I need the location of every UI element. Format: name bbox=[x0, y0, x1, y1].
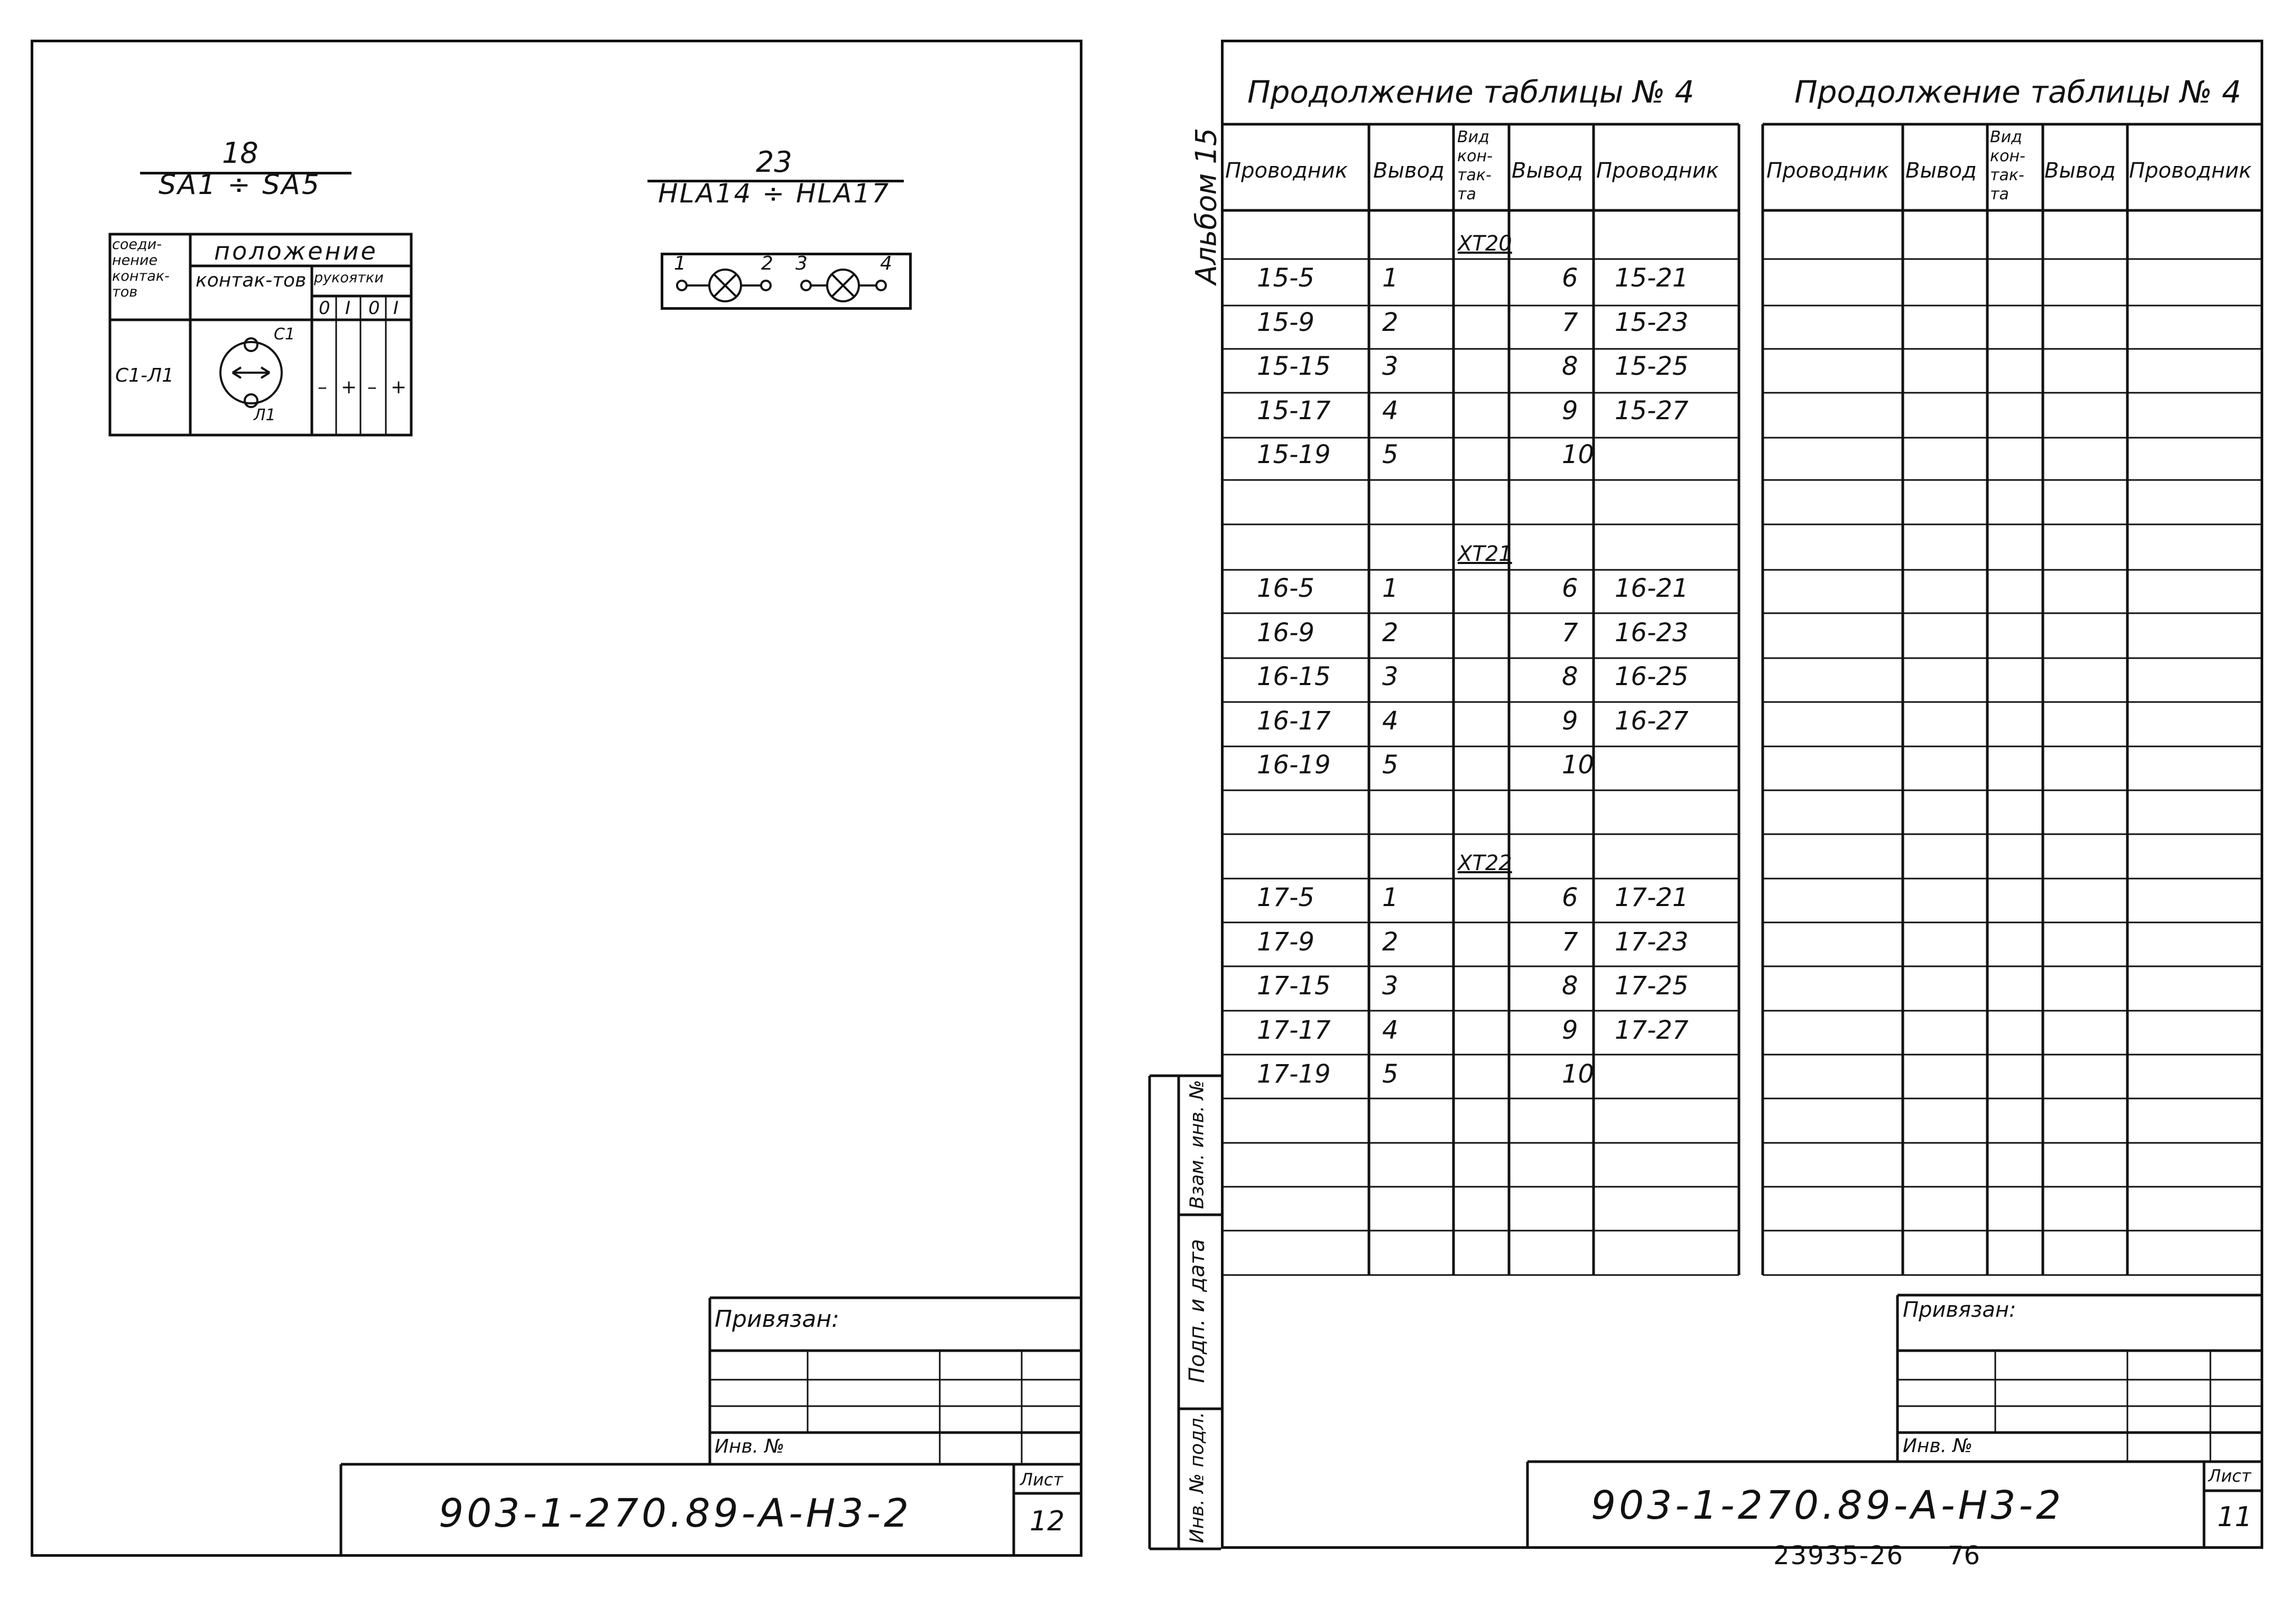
switch-state-2: + bbox=[341, 376, 357, 398]
output2-cell: 8 bbox=[1562, 352, 1578, 381]
conductor-cell: 16-9 bbox=[1257, 617, 1314, 648]
conductor-cell: 15-17 bbox=[1257, 395, 1331, 426]
output2-cell: 7 bbox=[1562, 927, 1578, 957]
hdr-right-output: Вывод bbox=[1905, 159, 1977, 183]
switch-handle-pos-3: 0 bbox=[368, 298, 380, 319]
conductor-cell: 17-5 bbox=[1257, 883, 1314, 912]
conductor-cell: 15-19 bbox=[1257, 440, 1331, 469]
archive-number: 23935-26 bbox=[1773, 1541, 1904, 1571]
switch-position-header: положение bbox=[214, 237, 378, 265]
lamp-terminal-3: 3 bbox=[795, 253, 808, 274]
conductor-cell: 15-5 bbox=[1257, 263, 1314, 293]
output2-cell: 10 bbox=[1562, 440, 1595, 469]
terminal-block-label: ХТ22 bbox=[1458, 851, 1512, 875]
terminal-block-label: ХТ21 bbox=[1458, 542, 1512, 566]
hdr-right-output2: Вывод bbox=[2044, 159, 2116, 183]
switch-col1-header: соеди-нение контак-тов bbox=[112, 236, 170, 300]
conductor-cell: 17-19 bbox=[1257, 1059, 1331, 1089]
right-sheet-number: 11 bbox=[2217, 1501, 2253, 1533]
conductor2-cell: 15-21 bbox=[1615, 263, 1689, 293]
conductor2-cell: 16-25 bbox=[1615, 662, 1689, 691]
output2-cell: 8 bbox=[1562, 662, 1578, 691]
conductor-cell: 17-9 bbox=[1257, 927, 1314, 957]
output-cell: 5 bbox=[1382, 750, 1399, 780]
conductor2-cell: 16-27 bbox=[1615, 706, 1689, 736]
output2-cell: 6 bbox=[1562, 883, 1578, 912]
output-cell: 2 bbox=[1382, 927, 1399, 957]
conductor-cell: 16-5 bbox=[1257, 574, 1314, 603]
hdr-right-conductor2: Проводник bbox=[2129, 159, 2252, 183]
switch-contact-mark-l1: Л1 bbox=[254, 406, 276, 424]
switch-handle-pos-4: I bbox=[393, 298, 399, 319]
hdr-left-output2: Вывод bbox=[1512, 159, 1583, 183]
conductor2-cell: 15-23 bbox=[1615, 307, 1689, 337]
output-cell: 3 bbox=[1382, 971, 1399, 1001]
side-label-sign-date: Подп. и дата bbox=[1185, 1239, 1209, 1383]
conductor-cell: 17-15 bbox=[1257, 971, 1331, 1001]
switch-contact-mark-c1: С1 bbox=[274, 325, 295, 344]
conductor2-cell: 17-25 bbox=[1615, 971, 1689, 1001]
lamp-terminal-1: 1 bbox=[674, 253, 686, 274]
output2-cell: 8 bbox=[1562, 971, 1578, 1001]
table-title-left: Продолжение таблицы № 4 bbox=[1247, 74, 1695, 110]
archive-page: 76 bbox=[1948, 1541, 1980, 1571]
conductor2-cell: 17-27 bbox=[1615, 1015, 1689, 1045]
left-bound-label: Привязан: bbox=[715, 1306, 839, 1333]
conductor2-cell: 16-23 bbox=[1615, 617, 1689, 648]
hdr-left-conductor: Проводник bbox=[1225, 159, 1348, 183]
output2-cell: 6 bbox=[1562, 263, 1578, 293]
hdr-left-conductor2: Проводник bbox=[1596, 159, 1719, 183]
switch-state-4: + bbox=[391, 376, 407, 398]
sa-block-range: SA1 ÷ SA5 bbox=[159, 169, 321, 201]
hla-block-number: 23 bbox=[756, 145, 792, 179]
conductor2-cell: 17-23 bbox=[1615, 927, 1689, 957]
output-cell: 2 bbox=[1382, 617, 1399, 648]
conductor2-cell: 15-25 bbox=[1615, 352, 1689, 381]
side-label-inv-orig: Инв. № подл. bbox=[1186, 1411, 1208, 1544]
conductor-cell: 16-17 bbox=[1257, 706, 1331, 736]
right-doc-code: 903-1-270.89-А-Н3-2 bbox=[1591, 1483, 2064, 1528]
output-cell: 1 bbox=[1382, 574, 1399, 603]
left-doc-code: 903-1-270.89-А-Н3-2 bbox=[439, 1491, 912, 1536]
switch-handle-pos-2: I bbox=[345, 298, 351, 319]
switch-handle-header: рукоятки bbox=[314, 270, 384, 286]
output2-cell: 9 bbox=[1562, 1015, 1578, 1045]
output2-cell: 7 bbox=[1562, 617, 1578, 648]
output-cell: 4 bbox=[1382, 1015, 1399, 1045]
lamp-terminal-4: 4 bbox=[880, 253, 892, 274]
conductor2-cell: 17-21 bbox=[1615, 883, 1689, 912]
output-cell: 4 bbox=[1382, 395, 1399, 426]
conductor-cell: 15-9 bbox=[1257, 307, 1314, 337]
output-cell: 2 bbox=[1382, 307, 1399, 337]
output-cell: 4 bbox=[1382, 706, 1399, 736]
hdr-left-contact-type: Вид кон-так-та bbox=[1457, 128, 1493, 204]
album-label: Альбом 15 bbox=[1189, 127, 1223, 285]
output-cell: 5 bbox=[1382, 440, 1399, 469]
right-inv-label: Инв. № bbox=[1903, 1435, 1973, 1457]
output2-cell: 10 bbox=[1562, 750, 1595, 780]
right-sheet-label: Лист bbox=[2208, 1466, 2252, 1486]
side-label-replace-inv: Взам. инв. № bbox=[1186, 1079, 1208, 1209]
hdr-right-conductor: Проводник bbox=[1766, 159, 1889, 183]
hdr-left-output: Вывод bbox=[1373, 159, 1445, 183]
output2-cell: 7 bbox=[1562, 307, 1578, 337]
switch-state-3: – bbox=[367, 376, 377, 398]
switch-state-1: – bbox=[318, 376, 327, 398]
conductor-cell: 17-17 bbox=[1257, 1015, 1331, 1045]
output2-cell: 9 bbox=[1562, 706, 1578, 736]
output-cell: 3 bbox=[1382, 662, 1399, 691]
lamp-terminal-2: 2 bbox=[761, 253, 773, 274]
conductor-cell: 16-19 bbox=[1257, 750, 1331, 780]
conductor2-cell: 16-21 bbox=[1615, 574, 1689, 603]
switch-contacts-header: контак-тов bbox=[196, 270, 307, 291]
output-cell: 1 bbox=[1382, 263, 1399, 293]
left-inv-label: Инв. № bbox=[715, 1436, 785, 1457]
conductor2-cell: 15-27 bbox=[1615, 395, 1689, 426]
sa-block-number: 18 bbox=[222, 136, 258, 170]
output2-cell: 6 bbox=[1562, 574, 1578, 603]
switch-handle-pos-1: 0 bbox=[319, 298, 330, 319]
output-cell: 3 bbox=[1382, 352, 1399, 381]
output2-cell: 9 bbox=[1562, 395, 1578, 426]
hla-block-range: HLA14 ÷ HLA17 bbox=[658, 178, 891, 209]
terminal-block-label: ХТ20 bbox=[1458, 232, 1512, 256]
output-cell: 5 bbox=[1382, 1059, 1399, 1089]
left-sheet-number: 12 bbox=[1030, 1506, 1065, 1537]
switch-row-label: С1-Л1 bbox=[115, 365, 174, 386]
output-cell: 1 bbox=[1382, 883, 1399, 912]
left-sheet-label: Лист bbox=[1020, 1470, 1063, 1490]
output2-cell: 10 bbox=[1562, 1059, 1595, 1089]
hdr-right-contact-type: Вид кон-так-та bbox=[1990, 128, 2025, 204]
table-title-right: Продолжение таблицы № 4 bbox=[1794, 74, 2242, 110]
conductor-cell: 15-15 bbox=[1257, 352, 1331, 381]
conductor-cell: 16-15 bbox=[1257, 662, 1331, 691]
right-bound-label: Привязан: bbox=[1903, 1298, 2016, 1322]
